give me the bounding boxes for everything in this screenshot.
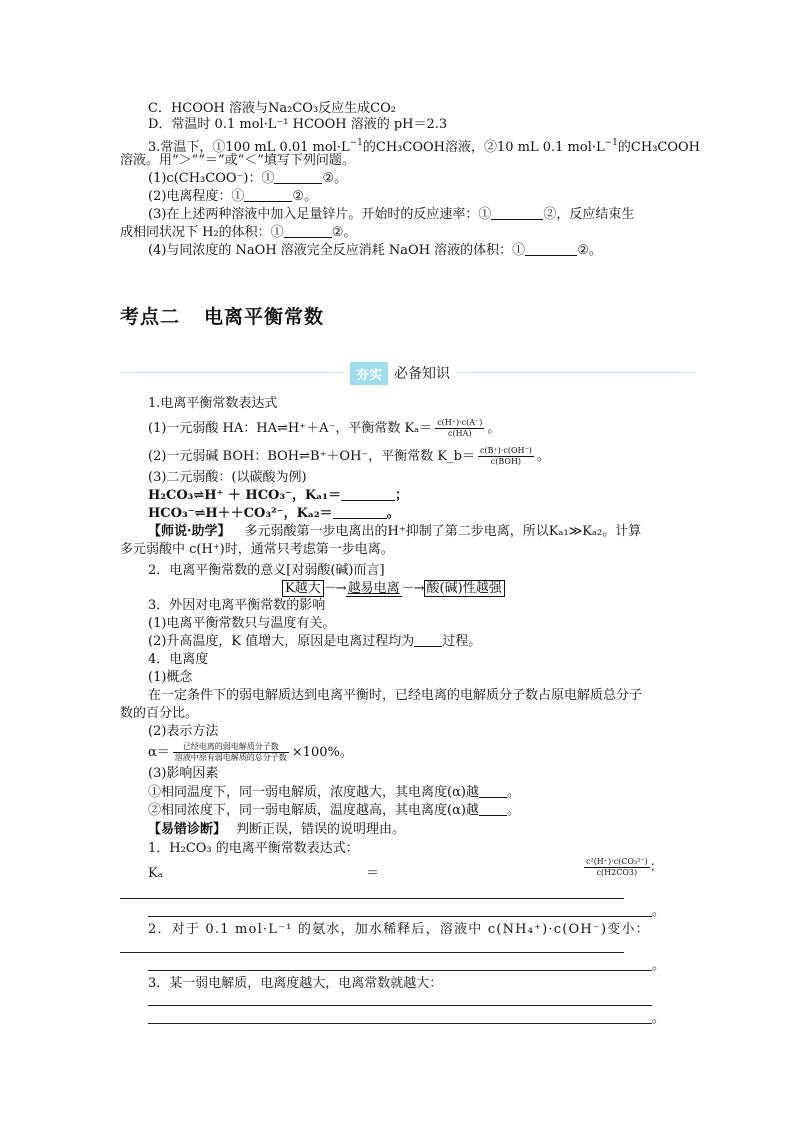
answer-blank[interactable] bbox=[479, 785, 507, 798]
diagnosis-q2: 2．对于 0.1 mol·L⁻¹ 的氨水，加水稀释后，溶液中 c(NH₄⁺)·c(OH⁻)变小： bbox=[148, 922, 650, 937]
option-c: C．HCOOH 溶液与Na₂CO₃反应生成CO₂ bbox=[148, 101, 396, 116]
question-3-part2: (2)电离程度：① ②。 bbox=[148, 189, 318, 204]
weak-base-formula: (2)一元弱碱 BOH：BOH⇌B⁺＋OH⁻，平衡常数 K_b＝ $\frac{c(B^+)\cdot c(OH^-)}{\text{c(BOH)}}$ 。 bbox=[148, 446, 550, 466]
factor-1: (1)电离平衡常数只与温度有关。 bbox=[148, 616, 336, 631]
heading-expression: 1.电离平衡常数表达式 bbox=[148, 396, 278, 411]
section-title: 考点二 电离平衡常数 bbox=[120, 306, 325, 328]
concept-text-cont: 数的百分比。 bbox=[120, 706, 199, 721]
concept-text: 在一定条件下的弱电解质达到电离平衡时，已经电离的电解质分子数占原电解质总分子 bbox=[148, 688, 643, 703]
influence-1: ①相同温度下，同一弱电解质，浓度越大，其电离度(α)越 。 bbox=[148, 785, 520, 800]
answer-blank[interactable] bbox=[284, 225, 332, 238]
answer-line[interactable] bbox=[148, 1023, 652, 1024]
heading-factors: 3．外因对电离平衡常数的影响 bbox=[148, 598, 326, 613]
heading-degree: 4．电离度 bbox=[148, 652, 209, 667]
weak-acid-formula: (1)一元弱酸 HA：HA⇌H⁺＋A⁻，平衡常数 Kₐ＝ $\frac{c(H^+)\cdot c(A^-)}{c(HA)}$ 。 bbox=[148, 418, 501, 438]
kb-fraction: $\frac{c(B^+)\cdot c(OH^-)}{\text{c(BOH)}}$ bbox=[479, 446, 532, 466]
answer-line[interactable] bbox=[148, 970, 652, 971]
factor-2: (2)升高温度，K 值增大，原因是电离过程均为 过程。 bbox=[148, 634, 482, 649]
meaning-flow: K越大 －→ 越易电离 －→ 酸(碱)性越强 bbox=[282, 581, 505, 597]
diagnosis-q1-equals: ＝ bbox=[366, 866, 380, 881]
answer-blank[interactable] bbox=[244, 189, 292, 202]
answer-blank[interactable] bbox=[333, 506, 387, 519]
answer-blank[interactable] bbox=[341, 488, 395, 501]
influence-2: ②相同浓度下，同一弱电解质，温度越高，其电离度(α)越 。 bbox=[148, 803, 520, 818]
method-heading: (2)表示方法 bbox=[148, 724, 219, 739]
answer-line[interactable] bbox=[120, 898, 624, 899]
teacher-tip: 【师说·助学】 多元弱酸第一步电离出的H⁺抑制了第二步电离，所以Kₐ₁≫Kₐ₂。计算 bbox=[148, 524, 642, 539]
diagnosis-q3: 3．某一弱电解质，电离度越大，电离常数就越大： bbox=[148, 976, 443, 991]
teacher-tip-cont: 多元弱酸中 c(H⁺)时，通常只考虑第一步电离。 bbox=[120, 542, 394, 557]
banner-label: 必备知识 bbox=[394, 366, 451, 382]
dibasic-acid-heading: (3)二元弱酸：(以碳酸为例) bbox=[148, 470, 307, 485]
banner-tag: 夯实 bbox=[350, 362, 388, 385]
answer-line[interactable] bbox=[148, 916, 652, 917]
alpha-formula: α＝ $\frac{\text{已经电离的弱电解质分子数}}{\text{溶液中原有弱电解质的总分子数}}$ ×100%。 bbox=[148, 742, 353, 762]
diagnosis-heading: 【易错诊断】 判断正误，错误的说明理由。 bbox=[148, 822, 406, 837]
question-3-line1: 3.常温下，①100 mL 0.01 $mol\cdot L^{-1}$的CH₃COOH溶液，②10 mL 0.1 $mol\cdot L^{-1}$的CH₃COOH bbox=[148, 138, 701, 155]
ka-fraction: $\frac{c(H^+)\cdot c(A^-)}{c(HA)}$ bbox=[437, 418, 483, 438]
answer-line[interactable] bbox=[120, 952, 624, 953]
line-end-period: 。 bbox=[652, 904, 666, 919]
diagnosis-q1-k: Kₐ bbox=[148, 866, 163, 881]
line-end-period: 。 bbox=[652, 958, 666, 973]
answer-blank[interactable] bbox=[479, 803, 507, 816]
question-3-line2: 溶液。用“＞”“＝”或“＜”填写下列问题。 bbox=[120, 153, 355, 168]
knowledge-banner bbox=[344, 362, 456, 384]
influence-heading: (3)影响因素 bbox=[148, 766, 219, 781]
answer-blank[interactable] bbox=[414, 634, 442, 647]
answer-blank[interactable] bbox=[491, 207, 543, 220]
carbonic-step2: HCO₃⁻⇌H＋＋CO₃²⁻，Kₐ₂＝ 。 bbox=[148, 506, 400, 521]
question-3-part3: (3)在上述两种溶液中加入足量锌片。开始时的反应速率：① ②，反应结束生 bbox=[148, 207, 635, 222]
concept-heading: (1)概念 bbox=[148, 670, 193, 685]
question-3-part3-cont: 成相同状况下 H₂的体积：① ②。 bbox=[120, 225, 357, 240]
question-3-part4: (4)与同浓度的 NaOH 溶液完全反应消耗 NaOH 溶液的体积：① ②。 bbox=[148, 243, 602, 258]
answer-blank[interactable] bbox=[525, 243, 577, 256]
heading-meaning: 2．电离平衡常数的意义[对弱酸(碱)而言] bbox=[148, 563, 385, 578]
alpha-fraction: $\frac{\text{已经电离的弱电解质分子数}}{\text{溶液中原有弱电解质的总分子数}}$ bbox=[174, 742, 287, 762]
answer-blank[interactable] bbox=[274, 171, 322, 184]
diagnosis-q1-fraction: $\frac{\text{c²(H⁺)·c(CO₃²⁻)}}{c(H2CO3)}$ ： bbox=[586, 857, 663, 877]
option-d: D．常温时 0.1 mol·L⁻¹ HCOOH 溶液的 pH＝2.3 bbox=[148, 117, 448, 132]
question-3-part1: (1)c(CH₃COO⁻)：① ②。 bbox=[148, 171, 348, 186]
line-end-period: 。 bbox=[652, 1011, 666, 1026]
diagnosis-q1: 1．H₂CO₃ 的电离平衡常数表达式： bbox=[148, 841, 359, 856]
answer-line[interactable] bbox=[148, 1005, 652, 1006]
carbonic-step1: H₂CO₃⇌H⁺ ＋ HCO₃⁻，Kₐ₁＝ ； bbox=[148, 488, 409, 503]
